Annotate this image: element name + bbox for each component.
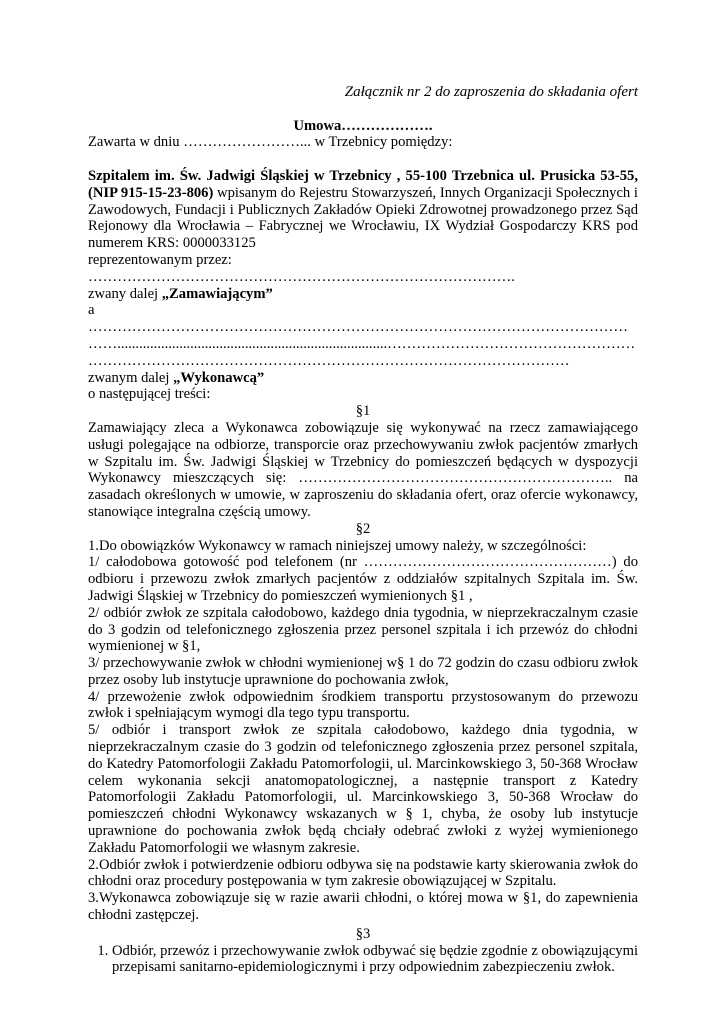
section-2-item: 4/ przewożenie zwłok odpowiednim środkiem transportu przystosowanym do przewozu zwłok i spełniającym wymogi dla tego typu transportu. — [88, 688, 638, 722]
section-2-point-3: 3.Wykonawca zobowiązuje się w razie awarii chłodni, o której mowa w §1, do zapewnienia chłodni zastępczej. — [88, 890, 638, 924]
party1-role: „Zamawiającym” — [161, 285, 273, 302]
and-word: a — [88, 302, 95, 319]
called-prefix: zwanym dalej — [88, 369, 174, 386]
section-1-title: §1 — [355, 403, 371, 420]
section-3-title: §3 — [355, 925, 371, 942]
concluded-line: Zawarta w dniu ……………………... w Trzebnicy pomiędzy: — [88, 134, 453, 151]
section-2-intro: 1.Do obowiązków Wykonawcy w ramach niniejszej umowy należy, w szczególności: — [88, 537, 587, 554]
party2-dots-2: ……..........................................................................…………………………………………… — [88, 335, 636, 352]
party1-details: wpisanym do Rejestru Stowarzyszeń, Innych Organizacji Społecznych i Zawodowych, Fundacji i Publicznych Zakładów Opieki Zdrowotnej prowadzonego przez Sąd Rejonowy dla Wrocławia – Fabrycznej we Wrocławiu, IX Wydział Gospodarczy KRS pod numerem KRS: 0000033125 — [88, 184, 638, 252]
document-page — [88, 84, 638, 976]
section-2-title: §2 — [355, 520, 371, 537]
section-1-text: Zamawiający zleca a Wykonawca zobowiązuje się wykonywać na rzecz zamawiającego usługi polegające na odbiorze, transporcie oraz przechowywaniu zwłok pacjentów zmarłych w Szpitalu im. Św. Jadwigi Śląskiej w Trzebnicy do pomieszczeń będących w dyspozycji Wykonawcy mieszczących się: ……………………………………………………….. na zasadach określonych w umowie, w zaproszeniu do składania ofert, oraz ofercie wykonawcy, stanowiące integralna częścią umowy. — [88, 419, 638, 520]
party1-dots: ……………………………………………………………………………. — [88, 268, 515, 285]
section-3-item: 1. Odbiór, przewóz i przechowywanie zwłok odbywać się będzie zgodnie z obowiązującymi przepisami sanitarno-epidemiologicznymi i przy odpowiednim zabezpieczeniu zwłok. — [112, 943, 638, 977]
called-prefix: zwany dalej — [88, 285, 162, 302]
party2-dots-3: ……………………………………………………………………………………… — [88, 352, 570, 369]
section-2-point-2: 2.Odbiór zwłok i potwierdzenie odbioru odbywa się na podstawie karty skierowania zwłok do chłodni oraz procedury postępowania w tym zakresie obowiązującej w Szpitalu. — [88, 856, 638, 890]
represented-by: reprezentowanym przez: — [88, 251, 232, 268]
party2-dots-1: ………………………………………………………………………………………………… — [88, 319, 628, 336]
party2-called — [88, 370, 638, 387]
section-2-item: 1/ całodobowa gotowość pod telefonem (nr ……………………………………………) do odbioru i przewozu zwłok zmarłych pacjentów z oddziałów szpitalnych Szpitala im. Św. Jadwigi Śląskiej w Trzebnicy do pomieszczeń wymienionych §1 , — [88, 554, 638, 604]
section-2-item: 2/ odbiór zwłok ze szpitala całodobowo, każdego dnia tygodnia, w nieprzekraczalnym czasie do 3 godzin od telefonicznego zgłoszenia przez personel szpitala i ich przewóz do chłodni wymienionej w §1, — [88, 604, 638, 655]
section-2-item: 5/ odbiór i transport zwłok ze szpitala całodobowo, każdego dnia tygodnia, w nieprzekraczalnym czasie do 3 godzin od telefonicznego zgłoszenia przez personel szpitala, do Katedry Patomorfologii Zakładu Patomorfologii, ul. Marcinkowskiego 3, 50-368 Wrocław celem wykonania sekcji anatomopatologicznej, a następnie transport z Katedry Patomorfologii Zakładu Patomorfologii, ul. Marcinkowskiego 3, 50-368 Wrocław do pomieszczeń chłodni Wykonawcy wskazanych w § 1, chyba, że osoby lub instytucje uprawnione do pochowania zwłok będą chciały odebrać zwłoki z wyżej wymienionego Zakładu Patomorfologii we własnym zakresie. — [88, 722, 638, 856]
section-2-item: 3/ przechowywanie zwłok w chłodni wymienionej w§ 1 do 72 godzin do czasu odbioru zwłok przez osoby lub instytucje uprawnione do pochowania zwłok, — [88, 655, 638, 688]
contract-title: Umowa………………. — [293, 117, 433, 134]
annex-header: Załącznik nr 2 do zaproszenia do składania ofert — [344, 84, 638, 100]
party2-role: „Wykonawcą” — [173, 369, 265, 386]
party1-name: Szpitalem im. Św. Jadwigi Śląskiej w Trzebnicy , 55-100 Trzebnica ul. Prusicka 53-55, (NIP 915-15-23-806) — [88, 167, 638, 201]
party1-called — [88, 286, 638, 303]
following-text: o następującej treści: — [88, 386, 211, 403]
party1-paragraph — [88, 168, 638, 252]
section-3-list — [88, 943, 638, 977]
